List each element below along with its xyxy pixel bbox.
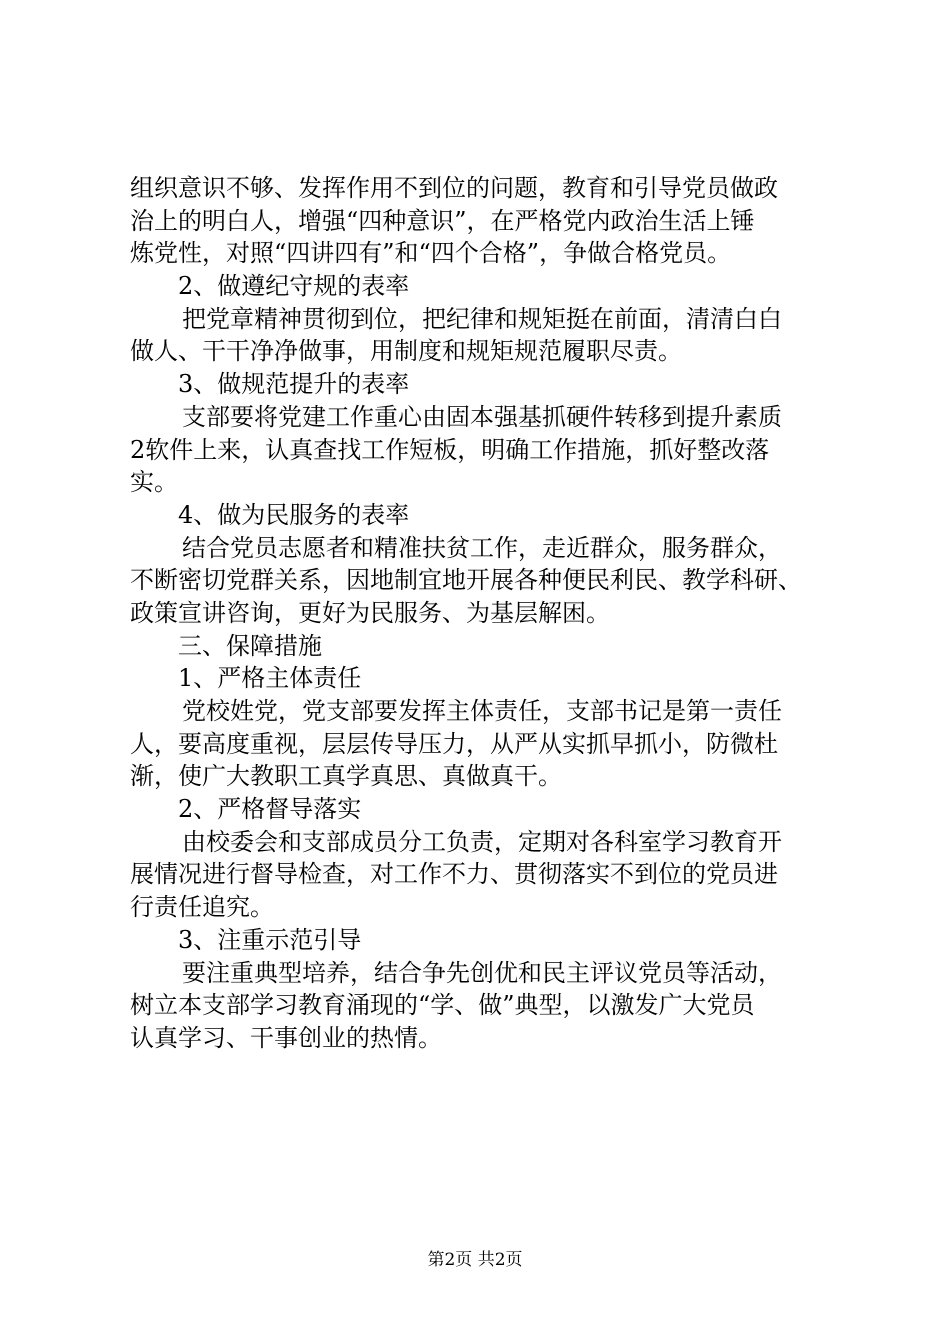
text-line: 不断密切党群关系，因地制宜地开展各种便民利民、教学科研、 [130,566,802,595]
section-heading: 2、严格督导落实 [178,795,362,824]
text-line: 党校姓党，党支部要发挥主体责任，支部书记是第一责任 [182,697,782,725]
section-heading: 3、注重示范引导 [178,925,362,954]
text-line: 实。 [130,468,178,497]
text-line: 认真学习、干事创业的热情。 [130,1023,442,1052]
text-line: 把党章精神贯彻到位，把纪律和规矩挺在前面，清清白白 [182,304,782,333]
page-footer: 第2页 共2页 [427,1250,523,1270]
text-line: 由校委会和支部成员分工负责，定期对各科室学习教育开 [182,827,782,856]
section-heading: 1、严格主体责任 [178,664,362,693]
text-line: 渐，使广大教职工真学真思、真做真干。 [130,762,562,791]
text-line: 人，要高度重视，层层传导压力，从严从实抓早抓小，防微杜 [130,729,778,758]
text-line: 组织意识不够、发挥作用不到位的问题，教育和引导党员做政 [130,174,778,202]
text-line: 展情况进行督导检查，对工作不力、贯彻落实不到位的党员进 [130,860,778,889]
section-heading: 三、保障措施 [178,631,322,660]
section-heading: 3、做规范提升的表率 [178,370,410,399]
text-line: 炼党性，对照“四讲四有”和“四个合格”，争做合格党员。 [130,239,732,268]
document-body [130,172,830,1055]
text-line: 结合党员志愿者和精准扶贫工作，走近群众，服务群众， [182,533,782,562]
text-line: 支部要将党建工作重心由固本强基抓硬件转移到提升素质 [182,402,782,431]
text-line: 2软件上来，认真查找工作短板，明确工作措施，抓好整改落 [130,435,770,464]
text-line: 治上的明白人，增强“四种意识”，在严格党内政治生活上锤 [130,206,755,235]
text-line: 要注重典型培养，结合争先创优和民主评议党员等活动， [182,958,782,987]
text-line: 树立本支部学习教育涌现的“学、做”典型，以激发广大党员 [130,991,755,1020]
text-line: 做人、干干净净做事，用制度和规矩规范履职尽责。 [130,337,682,366]
section-heading: 4、做为民服务的表率 [178,500,410,529]
section-heading: 2、做遵纪守规的表率 [178,272,410,301]
text-line: 行责任追究。 [130,893,274,922]
text-line: 政策宣讲咨询，更好为民服务、为基层解困。 [130,598,610,627]
